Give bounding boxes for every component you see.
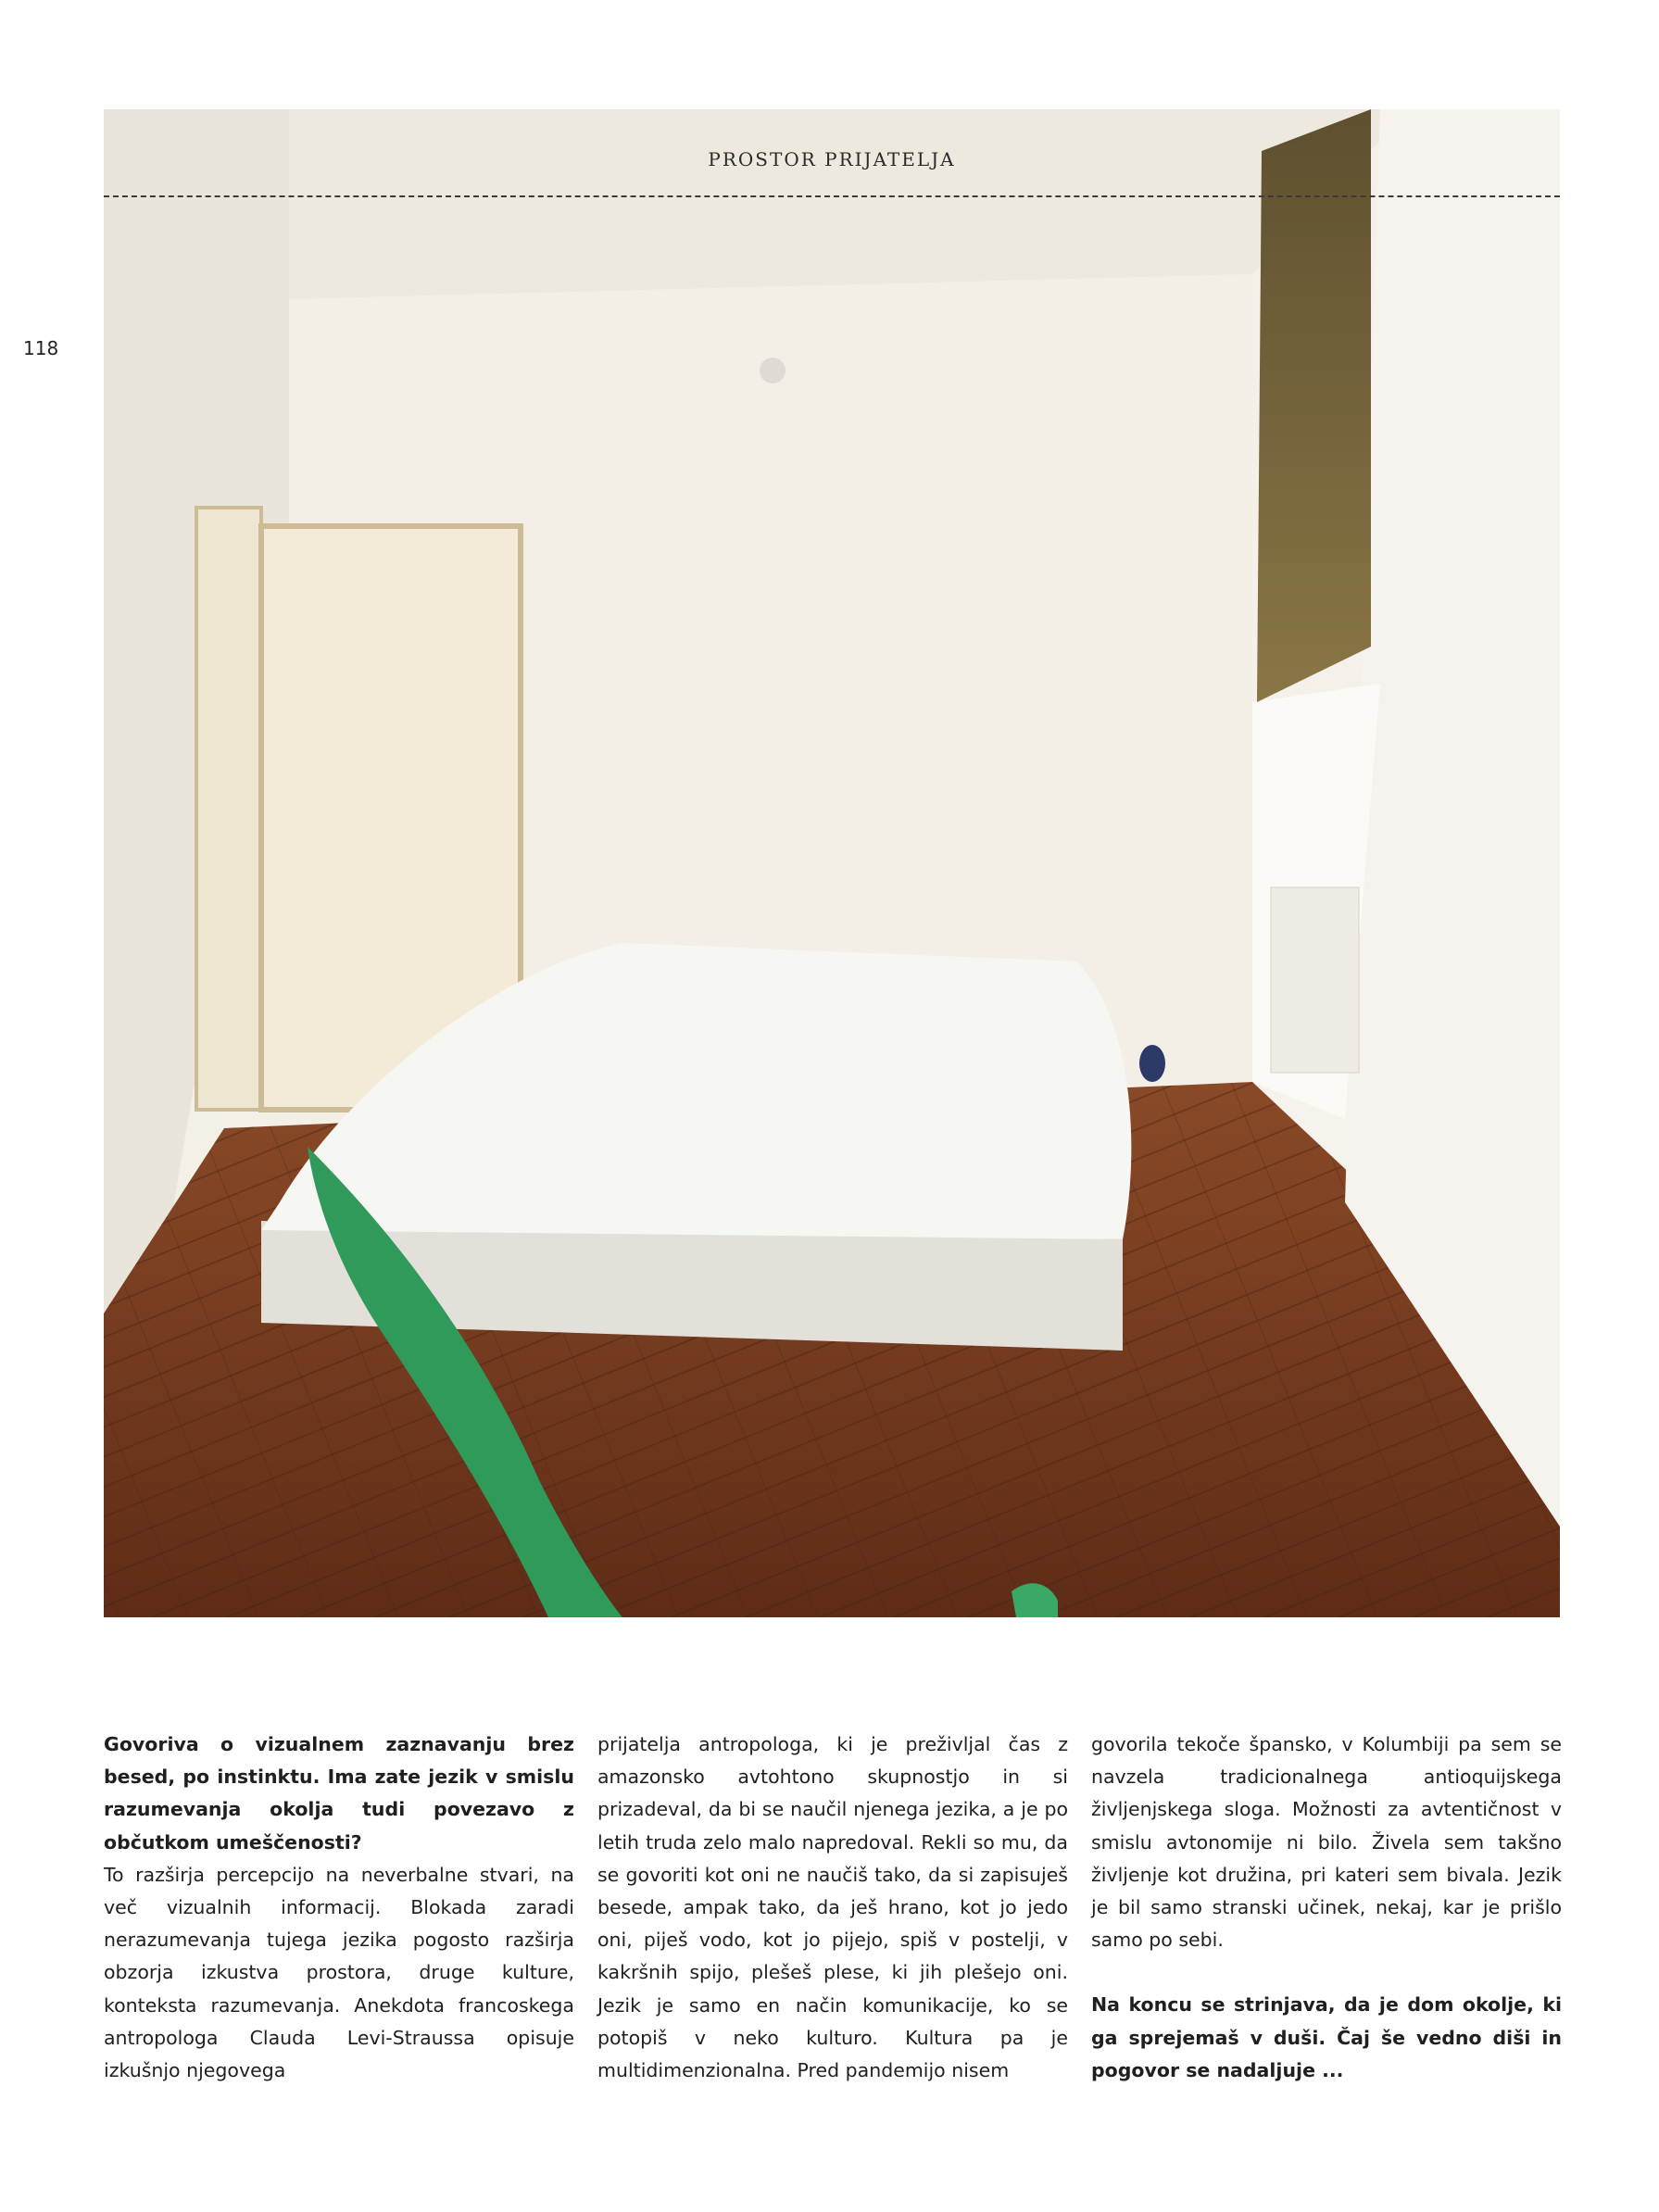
ceiling <box>289 109 1410 299</box>
interview-question: Govoriva o vizualnem zaznavanju brez besed, po instinktu. Ima zate jezik v smislu razumevanja okolja tudi povezavo z občutkom umeščenosti? <box>104 1733 574 1854</box>
radiator <box>1271 887 1359 1073</box>
text-column-2 <box>597 1728 1068 2087</box>
answer-paragraph-end: govorila tekoče špansko, v Kolumbiji pa sem se navzela tradicionalnega antioquijskega življenjskega sloga. Možnosti za avtentičnost v smislu avtonomije ni bilo. Živela sem takšno življenje kot družina, pri kateri sem bivala. Jezik je bil samo stranski učinek, nekaj, kar je prišlo samo po sebi. <box>1091 1733 1562 1952</box>
header-dashed-rule <box>104 195 1560 197</box>
answer-paragraph: To razširja percepcijo na neverbalne stvari, na več vizualnih informacij. Blokada zaradi nerazumevanja tujega jezika pogosto razširja obzorja izkustva prostora, druge kulture, konteksta razumevanja. Anekdota francoskega antropologa Clauda Levi-Straussa opisuje izkušnjo njegovega <box>104 1863 574 2082</box>
vase <box>1139 1045 1165 1082</box>
bedroom-photo <box>104 109 1560 1617</box>
curtain <box>1257 109 1371 702</box>
answer-paragraph-continued: prijatelja antropologa, ki je preživljal čas z amazonsko avtohtono skupnostjo in si prizadeval, da bi se naučil njenega jezika, a je po letih truda zelo malo napredoval. Rekli so mu, da se govoriti kot oni ne naučiš tako, da si zapisuješ besede, ampak tako, da ješ hrano, kot jo jedo oni, piješ vodo, kot jo pijejo, spiš v postelji, v kakršnih spijo, plešeš plese, ki jih plešejo oni. Jezik je samo en način komunikacije, ko se potopiš v neko kulturo. Kultura pa je multidimenzionalna. Pred pandemijo nisem <box>597 1733 1068 2082</box>
section-title: PROSTOR PRIJATELJA <box>708 148 956 170</box>
folding-screen-left <box>196 508 261 1110</box>
page-number: 118 <box>23 337 59 359</box>
text-column-3 <box>1091 1728 1562 2087</box>
wall-lamp <box>760 358 786 383</box>
closing-paragraph: Na koncu se strinjava, da je dom okolje, ki ga sprejemaš v duši. Čaj še vedno diši in pogovor se nadaljuje ... <box>1091 1993 1562 2081</box>
text-column-1 <box>104 1728 574 2087</box>
